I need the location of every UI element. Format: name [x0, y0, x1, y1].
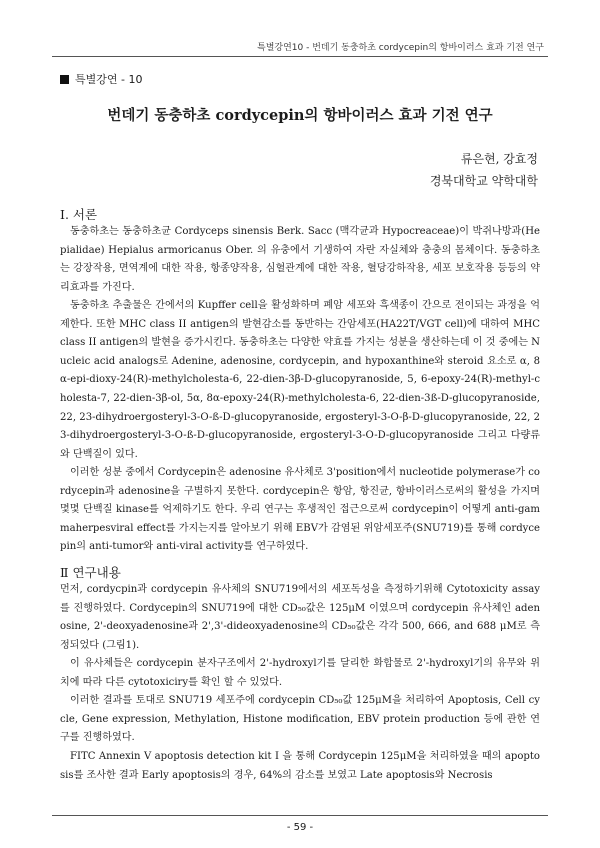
- header-rule: [52, 56, 548, 57]
- intro-paragraph-2: 동충하초 추출물은 간에서의 Kupffer cell을 활성화하며 폐암 세포와 흑색종이 간으로 전이되는 과정을 억제한다. 또한 MHC class II antigen의 발현감소를 동반하는 간암세포(HA22T/VGT cell)에 대하여 MHC class II antigen의 발현을 증가시킨다. 동충하초는 다양한 약효를 가지는 성분을 생산하는데 이 것 중에는 Nucleic acid analogs로 Adenine, adenosine, cordycepin, and hypoxanthine와 steroid 요소로 α, 8α-epi-dioxy-24(R)-methylcholesta-6, 22-dien-3β-D-glucopyranoside, 5, 6-epoxy-24(R)-methyl-cholesta-7, 22-dien-3β-ol, 5α, 8α-epoxy-24(R)-methylcholesta-6, 22-dien-3ß-D-glucopyranoside, 22, 23-dihydroergosteryl-3-O-ß-D-glucopyranoside, ergosteryl-3-O-β-D-glucopyranoside, 22, 23-dihydroergosteryl-3-O-ß-D-glucopyranoside, ergosteryl-3-O-D-glucopyranoside 그리고 다량류와 단백질이 있다.: [60, 300, 540, 460]
- square-bullet-icon: [60, 75, 69, 84]
- intro-paragraph-3: 이러한 성분 중에서 Cordycepin은 adenosine 유사체로 3'position에서 nucleotide polymerase가 cordycepin과 adenosine을 구별하지 못한다. cordycepin은 항암, 항진균, 항바이러스로써의 활성을 가지며 몇몇 단백질 kinase를 억제하기도 한다. 우리 연구는 후생적인 접근으로써 cordycepin이 어떻게 anti-gammaherpesviral effect를 가지는지를 알아보기 위해 EBV가 감염된 위암세포주(SNU719)를 통해 cordycepin의 anti-tumor와 anti-viral activity를 연구하였다.: [60, 467, 540, 553]
- section-heading-introduction: Ⅰ. 서론: [60, 207, 98, 222]
- section-tag-label: 특별강연 - 10: [75, 73, 143, 86]
- affiliation: 경북대학교 약학대학: [429, 174, 538, 188]
- section-heading-research: Ⅱ 연구내용: [60, 565, 121, 580]
- research-paragraph-1: 먼저, cordycpin과 cordycepin 유사체의 SNU719에서의 세포독성을 측정하기위해 Cytotoxicity assay를 진행하였다. Cordycepin의 SNU719에 대한 CD₅₀값은 125μM 이였으며 cordycepin 유사체인 adenosine, 2'-deoxyadenosine과 2',3'-dideoxyadenosine의 CD₅₀값은 각각 500, 666, and 688 μM로 측정되었다 (그림1).: [60, 584, 540, 651]
- research-paragraph-4: FITC Annexin V apoptosis detection kit I 을 통해 Cordycepin 125μM을 처리하였을 때의 apoptosis를 조사한 결과 Early apoptosis의 경우, 64%의 감소를 보였고 Late apoptosis와 Necrosis: [60, 751, 540, 781]
- research-paragraph-3: 이러한 결과를 토대로 SNU719 세포주에 cordycepin CD₅₀값 125μM을 처리하여 Apoptosis, Cell cycle, Gene expression, Methylation, Histone modification, EBV protein production 등에 관한 연구를 진행하였다.: [60, 695, 540, 744]
- intro-paragraph-1: 동충하초는 동충하초균 Cordyceps sinensis Berk. Sacc (맥각균과 Hypocreaceae)이 박쥐나방과(Hepialidae) Hepialus armoricanus Ober. 의 유충에서 기생하여 자란 자실체와 충충의 몸체이다. 동충하초는 강장작용, 면역계에 대한 작용, 항종양작용, 심혈관계에 대한 작용, 혈당강하작용, 세포 보호작용 등등의 약리효과를 가진다.: [60, 226, 540, 293]
- footer-rule: [52, 815, 548, 816]
- page-title: 번데기 동충하초 cordycepin의 항바이러스 효과 기전 연구: [107, 107, 493, 124]
- authors: 류은현, 강효정: [460, 152, 538, 166]
- page-number: - 59 -: [286, 822, 314, 833]
- running-header: 특별강연10 - 번데기 동충하초 cordycepin의 항바이러스 효과 기전 연구: [257, 43, 544, 53]
- section-tag: [60, 71, 142, 87]
- research-paragraph-2: 이 유사체들은 cordycepin 분자구조에서 2'-hydroxyl기를 달리한 화합물로 2'-hydroxyl기의 유무와 위치에 따라 다른 cytotoxiciry를 확인 할 수 있었다.: [60, 658, 540, 688]
